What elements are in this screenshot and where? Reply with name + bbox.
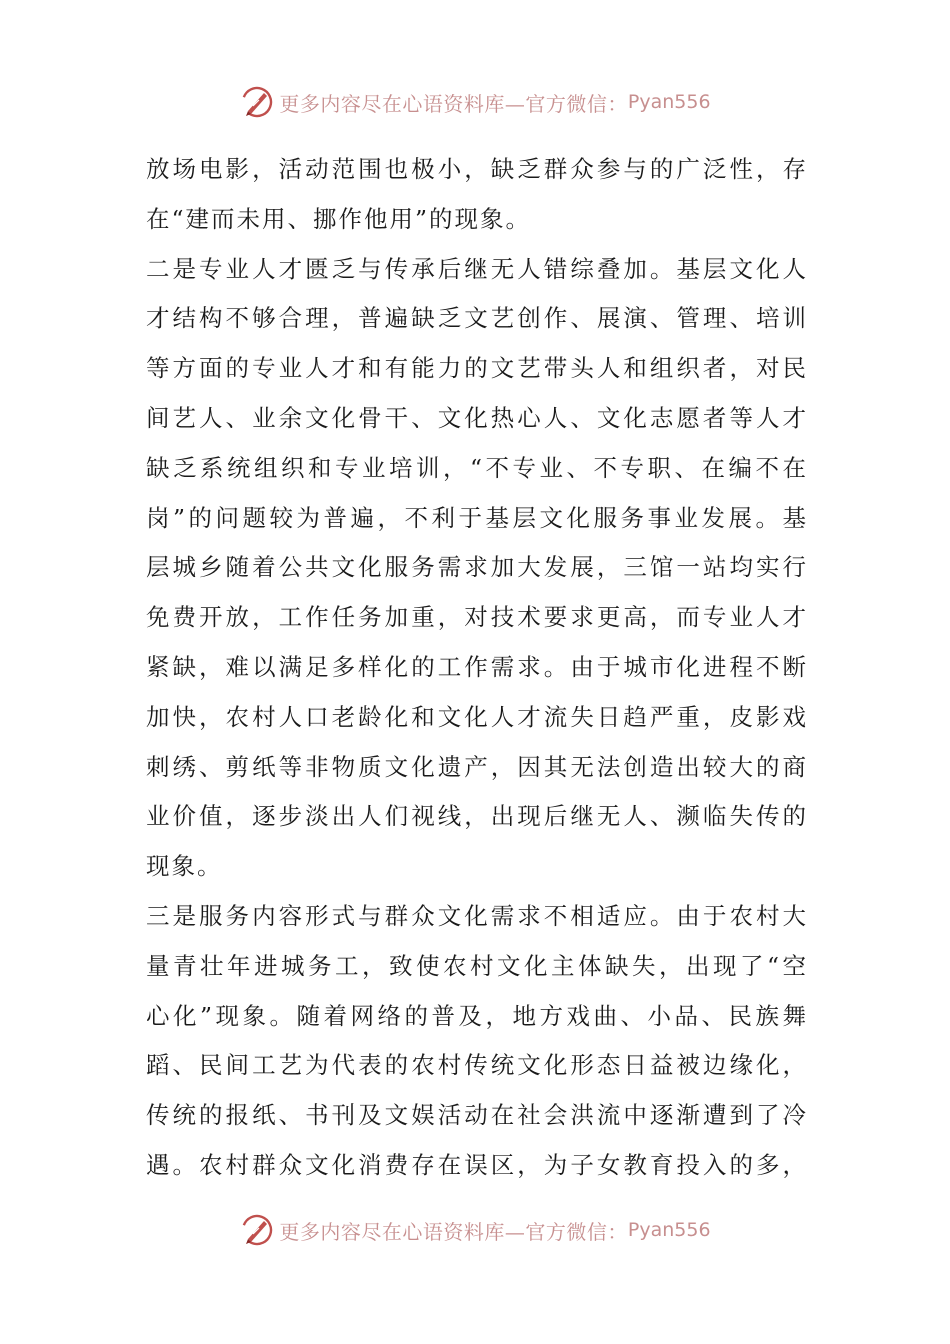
text-line: 层城乡随着公共文化服务需求加大发展，三馆一站均实行 xyxy=(146,553,806,582)
text-line: 间艺人、业余文化骨干、文化热心人、文化志愿者等人才 xyxy=(146,403,806,432)
text-line: 放场电影，活动范围也极小，缺乏群众参与的广泛性，存 xyxy=(146,155,806,183)
text-line: 才结构不够合理，普遍缺乏文艺创作、展演、管理、培训 xyxy=(146,304,806,333)
text-line: 现象。 xyxy=(146,852,223,881)
text-line: 遇。农村群众文化消费存在误区，为子女教育投入的多， xyxy=(146,1150,806,1179)
text-line: 免费开放，工作任务加重，对技术要求更高，而专业人才 xyxy=(146,603,806,632)
text-line: 心化”现象。随着网络的普及，地方戏曲、小品、民族舞 xyxy=(146,1001,806,1030)
text-line: 等方面的专业人才和有能力的文艺带头人和组织者，对民 xyxy=(146,354,806,383)
footer-banner-text: 更多内容尽在心语资料库—官方微信： xyxy=(279,1219,628,1244)
footer-wechat-id: Pyan556 xyxy=(627,1219,711,1241)
document-body xyxy=(146,145,806,1191)
text-line: 在“建而未用、挪作他用”的现象。 xyxy=(146,204,532,233)
text-line: 岗”的问题较为普遍，不利于基层文化服务事业发展。基 xyxy=(146,503,806,532)
header-wechat-id: Pyan556 xyxy=(627,91,711,113)
text-line: 加快，农村人口老龄化和文化人才流失日趋严重，皮影戏 xyxy=(146,702,806,731)
text-line: 缺乏系统组织和专业培训，“不专业、不专职、在编不在 xyxy=(146,453,806,482)
text-line: 量青壮年进城务工，致使农村文化主体缺失，出现了“空 xyxy=(146,951,806,980)
text-line: 业价值，逐步淡出人们视线，出现后继无人、濒临失传的 xyxy=(146,802,806,831)
header-banner xyxy=(0,82,950,122)
pen-logo-icon xyxy=(239,1212,275,1248)
text-line: 三是服务内容形式与群众文化需求不相适应。由于农村大 xyxy=(146,901,806,930)
pen-logo-icon xyxy=(239,84,275,120)
text-line: 二是专业人才匮乏与传承后继无人错综叠加。基层文化人 xyxy=(146,254,806,283)
text-line: 紧缺，难以满足多样化的工作需求。由于城市化进程不断 xyxy=(146,652,806,681)
text-line: 传统的报纸、书刊及文娱活动在社会洪流中逐渐遭到了冷 xyxy=(146,1101,806,1130)
header-banner-text: 更多内容尽在心语资料库—官方微信： xyxy=(279,91,628,116)
text-line: 蹈、民间工艺为代表的农村传统文化形态日益被边缘化， xyxy=(146,1051,806,1080)
footer-banner xyxy=(0,1210,950,1250)
text-line: 刺绣、剪纸等非物质文化遗产，因其无法创造出较大的商 xyxy=(146,752,806,781)
